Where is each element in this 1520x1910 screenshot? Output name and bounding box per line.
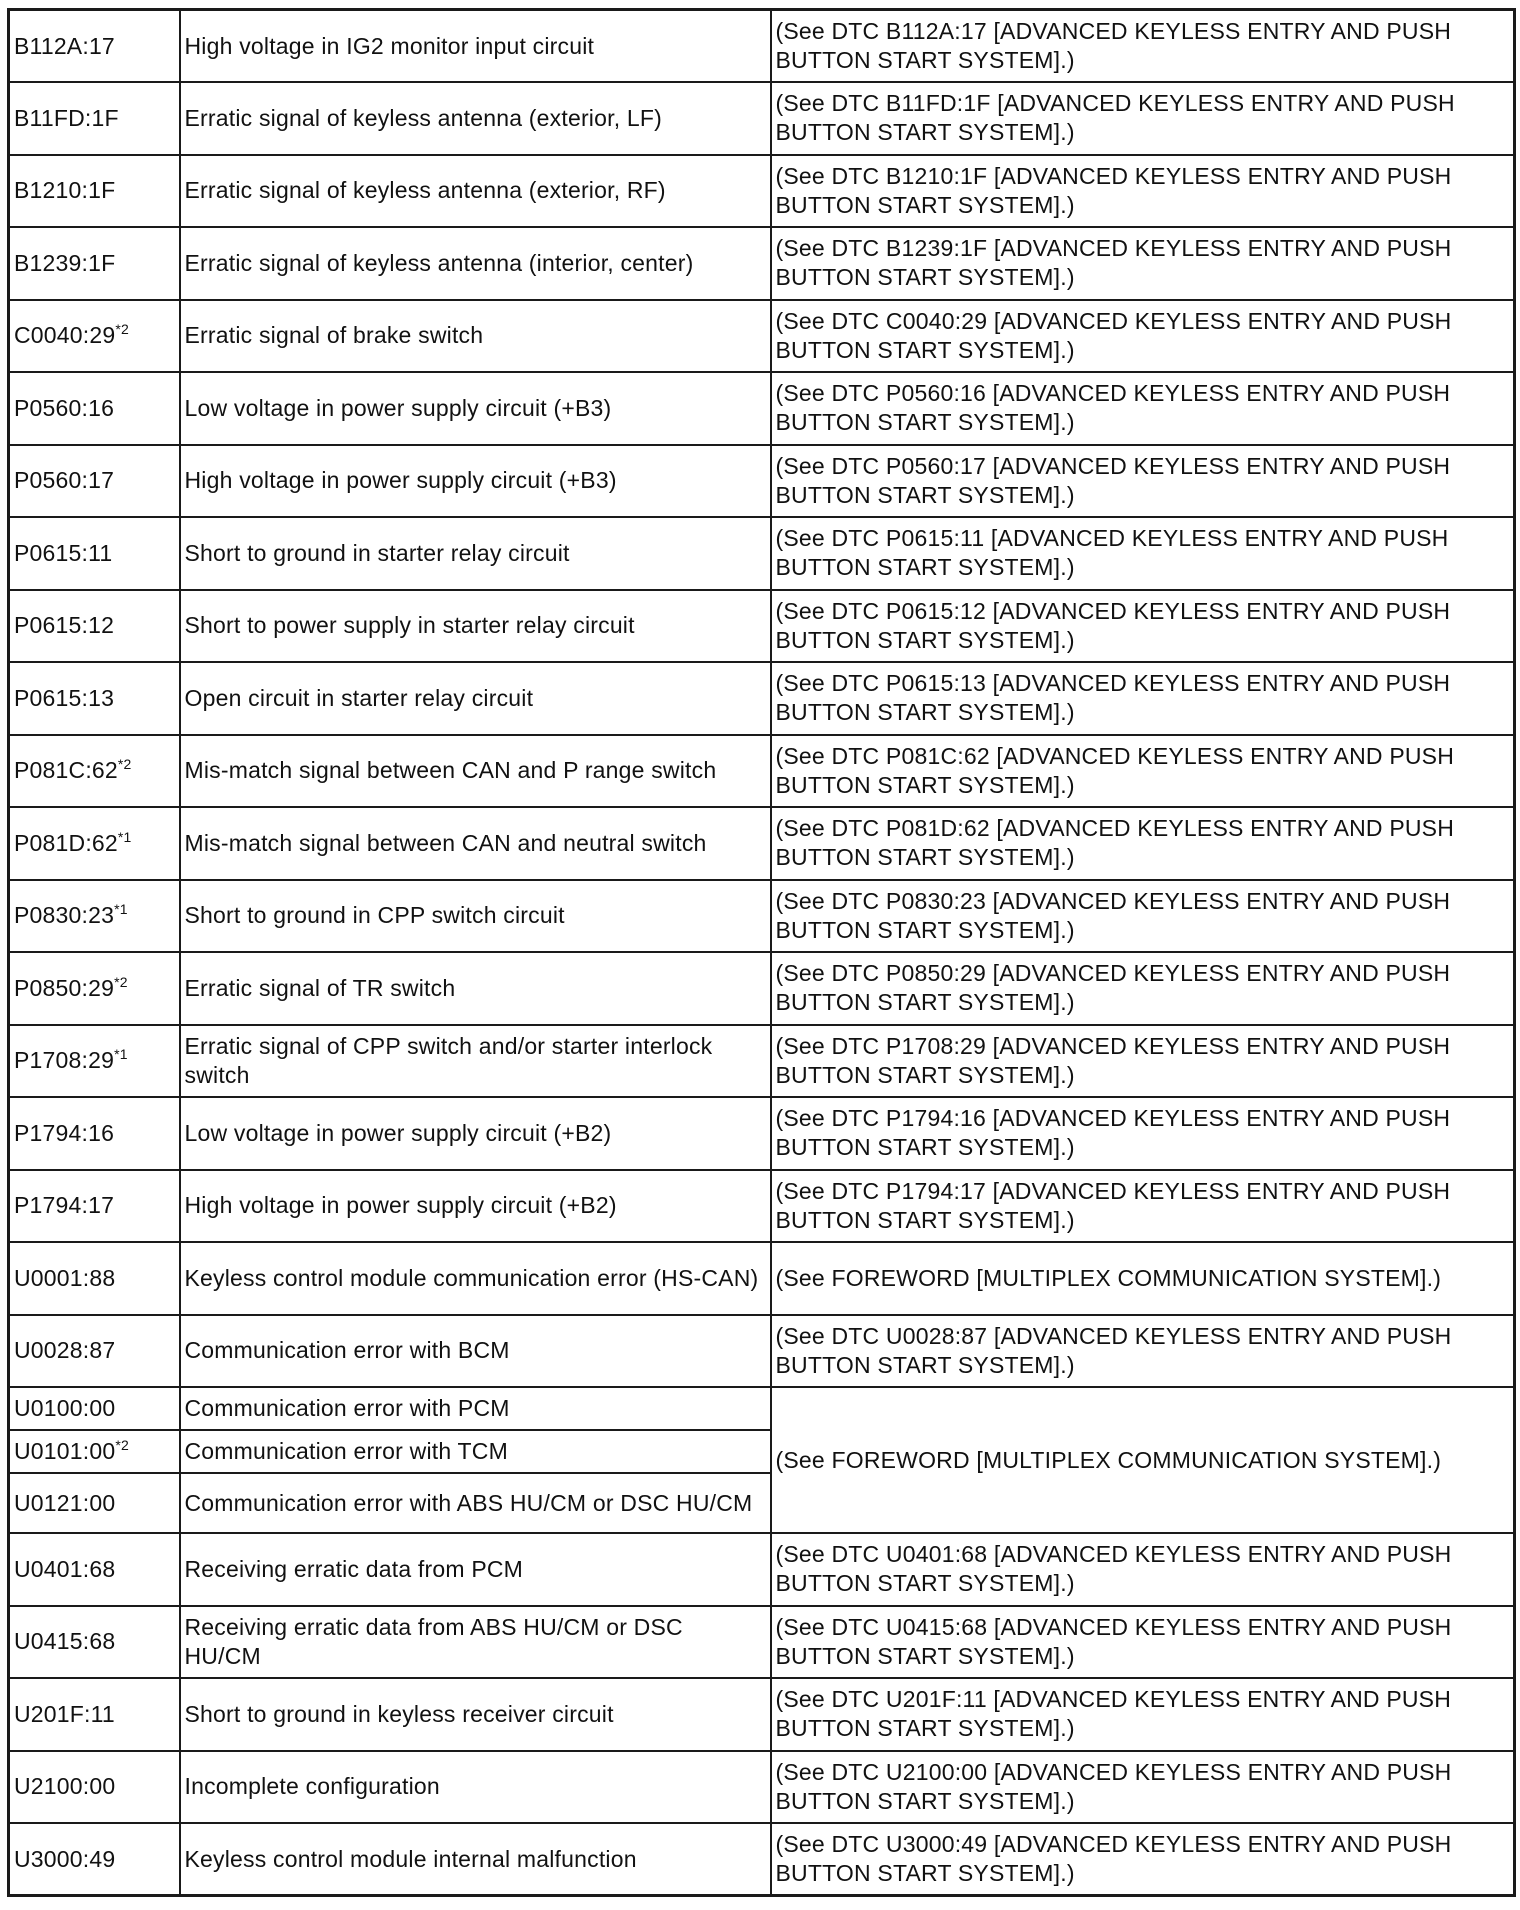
dtc-description: Erratic signal of CPP switch and/or starter interlock switch <box>180 1025 771 1098</box>
dtc-code-cell <box>9 1387 180 1430</box>
table-row <box>9 1387 1515 1430</box>
table-row <box>9 10 1515 83</box>
dtc-code-cell <box>9 590 180 663</box>
dtc-reference: (See DTC U201F:11 [ADVANCED KEYLESS ENTRY AND PUSH BUTTON START SYSTEM].) <box>771 1678 1515 1751</box>
table-row <box>9 590 1515 663</box>
dtc-code-cell <box>9 807 180 880</box>
dtc-code-cell <box>9 952 180 1025</box>
dtc-code: P081C:62 <box>14 757 118 784</box>
dtc-description: Erratic signal of keyless antenna (exterior, RF) <box>180 155 771 228</box>
dtc-code: B112A:17 <box>14 32 115 59</box>
dtc-code-cell <box>9 880 180 953</box>
dtc-code: U0100:00 <box>14 1395 116 1421</box>
dtc-code: P081D:62 <box>14 829 118 856</box>
dtc-code-cell <box>9 1473 180 1533</box>
dtc-code-cell <box>9 517 180 590</box>
dtc-description: Low voltage in power supply circuit (+B3) <box>180 372 771 445</box>
dtc-reference: (See DTC P1794:16 [ADVANCED KEYLESS ENTRY AND PUSH BUTTON START SYSTEM].) <box>771 1097 1515 1170</box>
dtc-code: P0615:13 <box>14 684 115 711</box>
table-row <box>9 517 1515 590</box>
dtc-description: Erratic signal of keyless antenna (interior, center) <box>180 227 771 300</box>
dtc-code: P0615:11 <box>14 539 113 566</box>
dtc-description: Communication error with ABS HU/CM or DSC HU/CM <box>180 1473 771 1533</box>
dtc-table <box>7 8 1516 1897</box>
dtc-description: Incomplete configuration <box>180 1751 771 1824</box>
dtc-description: Short to ground in starter relay circuit <box>180 517 771 590</box>
dtc-code: U0401:68 <box>14 1555 116 1582</box>
dtc-reference: (See DTC P081C:62 [ADVANCED KEYLESS ENTRY AND PUSH BUTTON START SYSTEM].) <box>771 735 1515 808</box>
dtc-description: Short to ground in keyless receiver circuit <box>180 1678 771 1751</box>
table-row <box>9 1170 1515 1243</box>
table-row <box>9 82 1515 155</box>
dtc-description: Short to power supply in starter relay circuit <box>180 590 771 663</box>
dtc-description: Low voltage in power supply circuit (+B2) <box>180 1097 771 1170</box>
dtc-code-cell <box>9 300 180 373</box>
dtc-description: Keyless control module communication error (HS-CAN) <box>180 1242 771 1315</box>
footnote-mark: *2 <box>115 321 129 338</box>
dtc-reference: (See DTC P0560:17 [ADVANCED KEYLESS ENTRY AND PUSH BUTTON START SYSTEM].) <box>771 445 1515 518</box>
dtc-reference: (See DTC P1794:17 [ADVANCED KEYLESS ENTRY AND PUSH BUTTON START SYSTEM].) <box>771 1170 1515 1243</box>
dtc-reference: (See DTC B112A:17 [ADVANCED KEYLESS ENTRY AND PUSH BUTTON START SYSTEM].) <box>771 10 1515 83</box>
dtc-code-cell <box>9 1097 180 1170</box>
dtc-description: Open circuit in starter relay circuit <box>180 662 771 735</box>
dtc-code: B1210:1F <box>14 177 116 204</box>
dtc-description: Mis-match signal between CAN and neutral switch <box>180 807 771 880</box>
table-row <box>9 662 1515 735</box>
dtc-code-cell <box>9 1533 180 1606</box>
dtc-code-cell <box>9 445 180 518</box>
table-row <box>9 1315 1515 1388</box>
dtc-description: Keyless control module internal malfunction <box>180 1823 771 1896</box>
dtc-reference: (See DTC P0560:16 [ADVANCED KEYLESS ENTRY AND PUSH BUTTON START SYSTEM].) <box>771 372 1515 445</box>
dtc-reference: (See DTC P0615:13 [ADVANCED KEYLESS ENTRY AND PUSH BUTTON START SYSTEM].) <box>771 662 1515 735</box>
table-row <box>9 1606 1515 1679</box>
dtc-code-cell <box>9 1315 180 1388</box>
dtc-code: P1794:16 <box>14 1119 115 1146</box>
dtc-reference: (See DTC P0615:11 [ADVANCED KEYLESS ENTRY AND PUSH BUTTON START SYSTEM].) <box>771 517 1515 590</box>
dtc-reference: (See DTC P081D:62 [ADVANCED KEYLESS ENTRY AND PUSH BUTTON START SYSTEM].) <box>771 807 1515 880</box>
table-row <box>9 735 1515 808</box>
dtc-code: U0001:88 <box>14 1264 116 1291</box>
dtc-code-cell <box>9 1678 180 1751</box>
table-row <box>9 880 1515 953</box>
dtc-reference: (See DTC B1239:1F [ADVANCED KEYLESS ENTRY AND PUSH BUTTON START SYSTEM].) <box>771 227 1515 300</box>
dtc-reference: (See DTC U0401:68 [ADVANCED KEYLESS ENTRY AND PUSH BUTTON START SYSTEM].) <box>771 1533 1515 1606</box>
table-row <box>9 952 1515 1025</box>
table-row <box>9 155 1515 228</box>
dtc-description: Erratic signal of brake switch <box>180 300 771 373</box>
dtc-code: P0560:17 <box>14 467 115 494</box>
dtc-code-cell <box>9 1751 180 1824</box>
table-row <box>9 1533 1515 1606</box>
dtc-description: High voltage in power supply circuit (+B3) <box>180 445 771 518</box>
table-row <box>9 1678 1515 1751</box>
dtc-reference: (See DTC P0850:29 [ADVANCED KEYLESS ENTRY AND PUSH BUTTON START SYSTEM].) <box>771 952 1515 1025</box>
dtc-code: U2100:00 <box>14 1773 116 1800</box>
dtc-code: B11FD:1F <box>14 104 119 131</box>
footnote-mark: *2 <box>117 756 132 773</box>
dtc-code-cell <box>9 1430 180 1473</box>
dtc-code: U0101:00 <box>14 1438 116 1464</box>
table-row <box>9 445 1515 518</box>
table-row <box>9 372 1515 445</box>
dtc-code-cell <box>9 1170 180 1243</box>
dtc-reference: (See DTC P0615:12 [ADVANCED KEYLESS ENTRY AND PUSH BUTTON START SYSTEM].) <box>771 590 1515 663</box>
dtc-code: P0560:16 <box>14 394 115 421</box>
table-row <box>9 1242 1515 1315</box>
dtc-description: High voltage in IG2 monitor input circuit <box>180 10 771 83</box>
dtc-code-cell <box>9 372 180 445</box>
dtc-reference: (See DTC P0830:23 [ADVANCED KEYLESS ENTRY AND PUSH BUTTON START SYSTEM].) <box>771 880 1515 953</box>
dtc-description: Receiving erratic data from ABS HU/CM or DSC HU/CM <box>180 1606 771 1679</box>
dtc-reference: (See DTC U0028:87 [ADVANCED KEYLESS ENTRY AND PUSH BUTTON START SYSTEM].) <box>771 1315 1515 1388</box>
dtc-description: High voltage in power supply circuit (+B2) <box>180 1170 771 1243</box>
table-row <box>9 1025 1515 1098</box>
dtc-code-cell <box>9 1242 180 1315</box>
dtc-code-cell <box>9 662 180 735</box>
dtc-code: U0028:87 <box>14 1337 116 1364</box>
dtc-code: P0850:29 <box>14 974 115 1001</box>
table-row <box>9 1751 1515 1824</box>
table-row <box>9 227 1515 300</box>
table-row <box>9 807 1515 880</box>
table-row <box>9 1823 1515 1896</box>
dtc-reference: (See FOREWORD [MULTIPLEX COMMUNICATION SYSTEM].) <box>771 1242 1515 1315</box>
dtc-code: B1239:1F <box>14 249 116 276</box>
dtc-code-cell <box>9 1606 180 1679</box>
dtc-code: P1794:17 <box>14 1192 115 1219</box>
dtc-code: P0830:23 <box>14 902 115 929</box>
dtc-code: U3000:49 <box>14 1845 116 1872</box>
table-row <box>9 1097 1515 1170</box>
dtc-code-cell <box>9 155 180 228</box>
dtc-code-cell <box>9 10 180 83</box>
dtc-code-cell <box>9 1025 180 1098</box>
dtc-reference: (See DTC B11FD:1F [ADVANCED KEYLESS ENTRY AND PUSH BUTTON START SYSTEM].) <box>771 82 1515 155</box>
dtc-code: C0040:29 <box>14 322 116 349</box>
dtc-description: Short to ground in CPP switch circuit <box>180 880 771 953</box>
dtc-code: P1708:29 <box>14 1047 115 1074</box>
dtc-description: Mis-match signal between CAN and P range switch <box>180 735 771 808</box>
dtc-code-cell <box>9 735 180 808</box>
dtc-reference: (See DTC U3000:49 [ADVANCED KEYLESS ENTRY AND PUSH BUTTON START SYSTEM].) <box>771 1823 1515 1896</box>
table-row <box>9 300 1515 373</box>
footnote-mark: *1 <box>114 901 128 918</box>
dtc-code: U0121:00 <box>14 1489 116 1516</box>
footnote-mark: *1 <box>117 828 132 845</box>
dtc-reference: (See FOREWORD [MULTIPLEX COMMUNICATION SYSTEM].) <box>771 1387 1515 1533</box>
footnote-mark: *2 <box>114 973 128 990</box>
dtc-code-cell <box>9 1823 180 1896</box>
dtc-reference: (See DTC C0040:29 [ADVANCED KEYLESS ENTRY AND PUSH BUTTON START SYSTEM].) <box>771 300 1515 373</box>
dtc-description: Communication error with TCM <box>180 1430 771 1473</box>
dtc-description: Erratic signal of keyless antenna (exterior, LF) <box>180 82 771 155</box>
dtc-reference: (See DTC U2100:00 [ADVANCED KEYLESS ENTRY AND PUSH BUTTON START SYSTEM].) <box>771 1751 1515 1824</box>
dtc-description: Receiving erratic data from PCM <box>180 1533 771 1606</box>
dtc-code: P0615:12 <box>14 612 115 639</box>
dtc-code-cell <box>9 227 180 300</box>
dtc-reference: (See DTC B1210:1F [ADVANCED KEYLESS ENTRY AND PUSH BUTTON START SYSTEM].) <box>771 155 1515 228</box>
dtc-description: Communication error with BCM <box>180 1315 771 1388</box>
dtc-description: Erratic signal of TR switch <box>180 952 771 1025</box>
footnote-mark: *2 <box>115 1437 129 1453</box>
dtc-code: U201F:11 <box>14 1700 115 1727</box>
dtc-reference: (See DTC U0415:68 [ADVANCED KEYLESS ENTRY AND PUSH BUTTON START SYSTEM].) <box>771 1606 1515 1679</box>
dtc-reference: (See DTC P1708:29 [ADVANCED KEYLESS ENTRY AND PUSH BUTTON START SYSTEM].) <box>771 1025 1515 1098</box>
dtc-code: U0415:68 <box>14 1628 116 1655</box>
footnote-mark: *1 <box>114 1046 128 1063</box>
dtc-description: Communication error with PCM <box>180 1387 771 1430</box>
dtc-code-cell <box>9 82 180 155</box>
